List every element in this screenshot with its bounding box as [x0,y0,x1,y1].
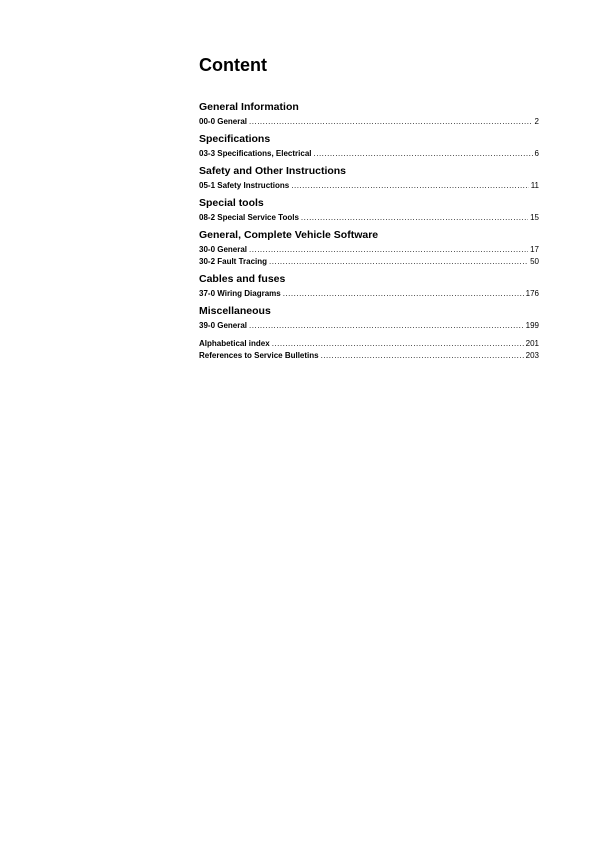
section-heading: Miscellaneous [199,305,271,317]
section-heading: Specifications [199,133,271,145]
toc-section-safety [199,164,539,192]
entry-page-number: 17 [530,245,539,254]
table-of-contents [199,100,539,362]
entry-label: 30-0 General [199,245,248,254]
section-heading: General Information [199,101,299,113]
entry-page-number: 203 [525,351,539,360]
dot-leader [291,180,528,192]
entry-page-number: 201 [525,339,539,348]
entry-label: References to Service Bulletins [199,351,319,360]
entry-page-number: 2 [534,117,539,126]
entry-label: 39-0 General [199,321,248,330]
dot-leader [272,338,524,350]
toc-entry[interactable] [199,320,539,332]
section-heading: Special tools [199,197,264,209]
toc-section-general-information [199,100,539,128]
entry-label: 08-2 Special Service Tools [199,213,299,222]
entry-page-number: 50 [530,257,539,266]
entry-page-number: 176 [525,289,539,298]
entry-label: 37-0 Wiring Diagrams [199,289,281,298]
dot-leader [269,256,528,268]
entry-page-number: 6 [534,149,539,158]
toc-entry[interactable] [199,288,539,300]
dot-leader [321,350,524,362]
entry-label: 05-1 Safety Instructions [199,181,290,190]
toc-entry[interactable] [199,212,539,224]
entry-page-number: 15 [530,213,539,222]
section-heading: General, Complete Vehicle Software [199,229,379,241]
dot-leader [249,320,524,332]
toc-entry[interactable] [199,180,539,192]
toc-section-special-tools [199,196,539,224]
toc-entry[interactable] [199,244,539,256]
toc-entry-service-bulletins[interactable] [199,350,539,362]
toc-entry[interactable] [199,256,539,268]
toc-section-vehicle-software [199,228,539,268]
dot-leader [249,116,533,128]
toc-index-block [199,338,539,362]
toc-section-specifications [199,132,539,160]
toc-section-cables-fuses [199,272,539,300]
entry-page-number: 199 [525,321,539,330]
section-heading: Cables and fuses [199,273,286,285]
entry-label: 03-3 Specifications, Electrical [199,149,312,158]
dot-leader [249,244,528,256]
dot-leader [314,148,533,160]
toc-entry[interactable] [199,116,539,128]
dot-leader [301,212,528,224]
entry-page-number: 11 [530,181,539,190]
dot-leader [283,288,524,300]
entry-label: Alphabetical index [199,339,270,348]
toc-entry[interactable] [199,148,539,160]
toc-section-miscellaneous [199,304,539,332]
section-heading: Safety and Other Instructions [199,165,347,177]
entry-label: 00-0 General [199,117,248,126]
toc-entry-alphabetical-index[interactable] [199,338,539,350]
entry-label: 30-2 Fault Tracing [199,257,268,266]
page-title: Content [199,55,267,75]
